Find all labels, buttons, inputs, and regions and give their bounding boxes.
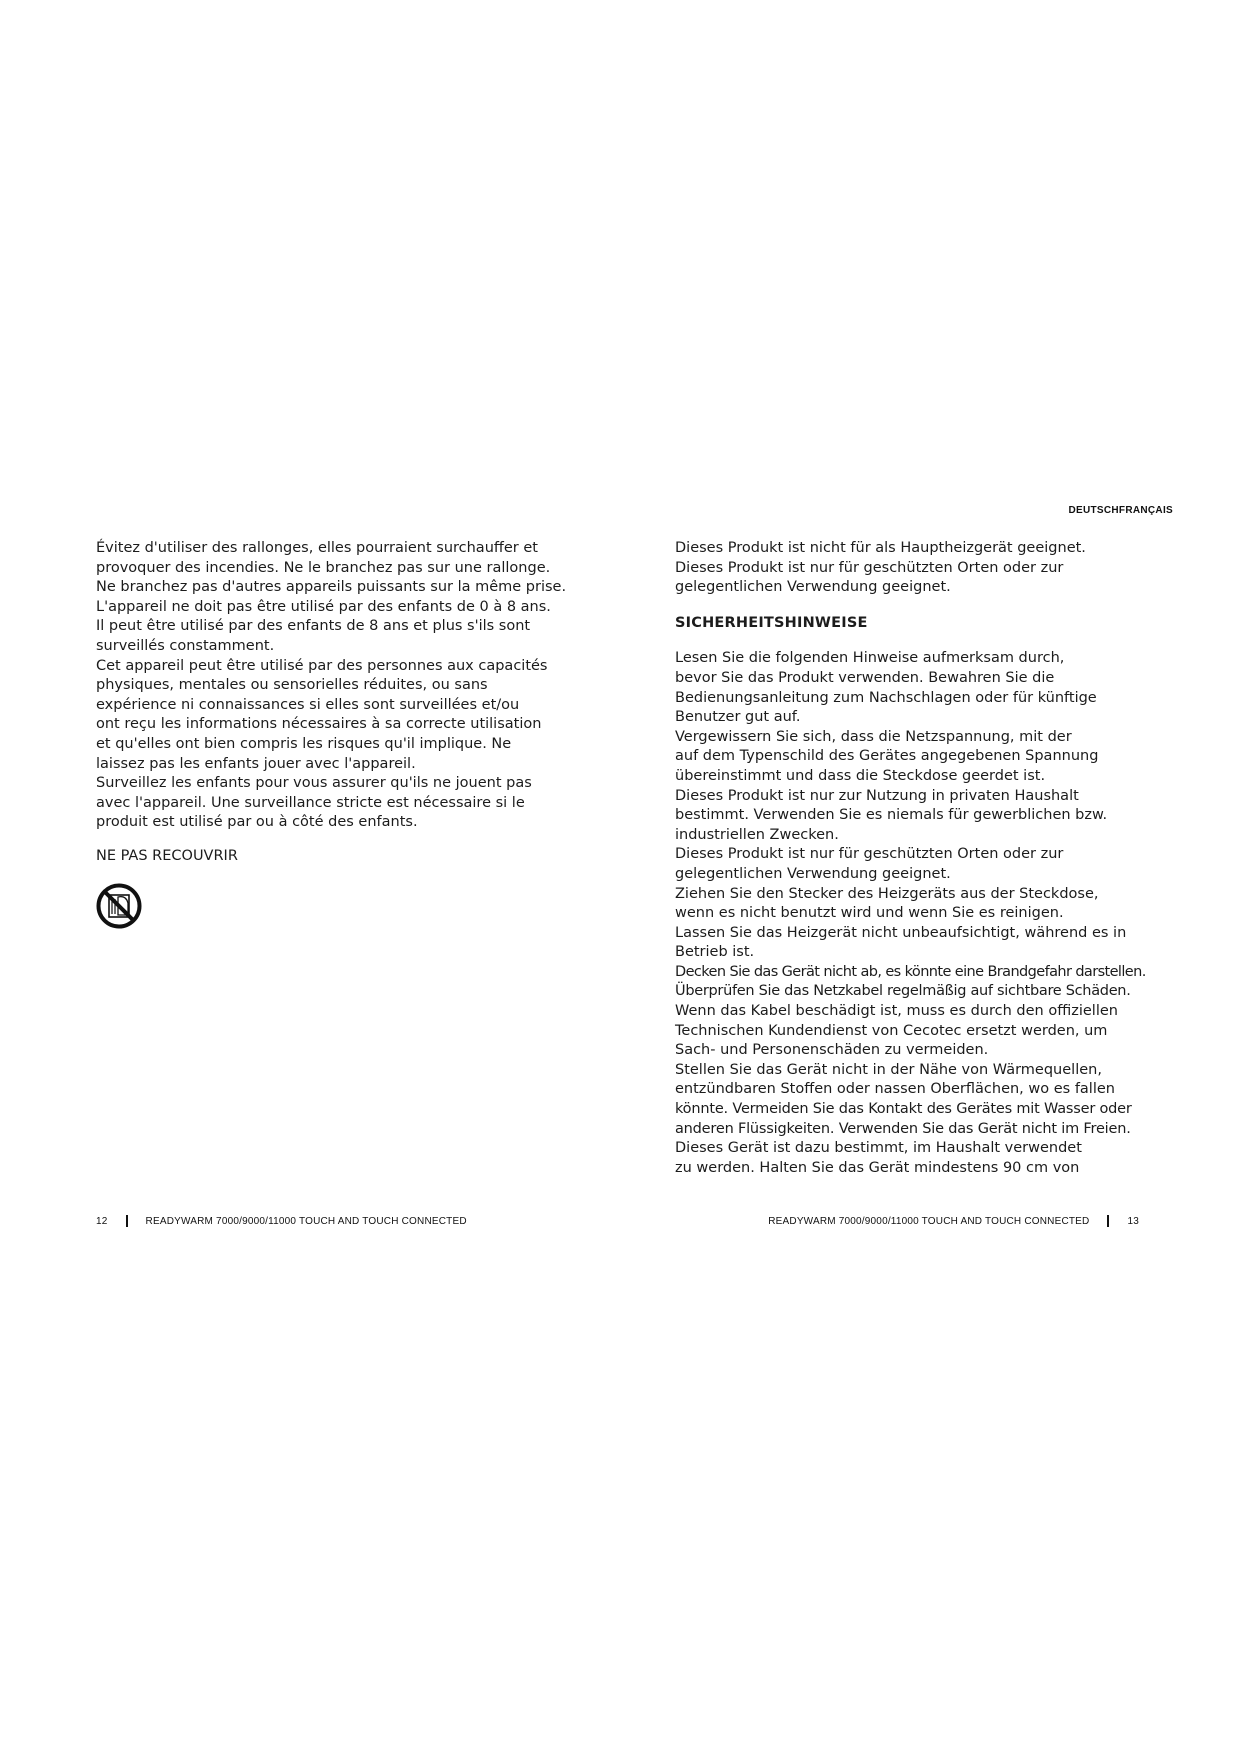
right-text-line: bestimmt. Verwenden Sie es niemals für gewerblichen bzw. bbox=[675, 807, 1108, 824]
right-text-line: Sach- und Personenschäden zu vermeiden. bbox=[675, 1042, 989, 1059]
do-not-cover-label: NE PAS RECOUVRIR bbox=[96, 847, 238, 864]
right-text-line: wenn es nicht benutzt wird und wenn Sie es reinigen. bbox=[675, 905, 1064, 922]
left-text-line: L'appareil ne doit pas être utilisé par des enfants de 0 à 8 ans. bbox=[96, 598, 551, 615]
left-text-line: Surveillez les enfants pour vous assurer qu'ils ne jouent pas bbox=[96, 775, 532, 792]
right-text-line: Dieses Produkt ist nur zur Nutzung in privaten Haushalt bbox=[675, 787, 1079, 804]
page-number-left: 12 bbox=[96, 1215, 108, 1227]
right-text-line: Decken Sie das Gerät nicht ab, es könnte eine Brandgefahr darstellen. bbox=[675, 963, 1146, 980]
footer-right bbox=[768, 1215, 1139, 1227]
right-text-line: Technischen Kundendienst von Cecotec ersetzt werden, um bbox=[675, 1022, 1108, 1039]
left-column bbox=[96, 539, 576, 929]
section-title: SICHERHEITSHINWEISE bbox=[675, 614, 868, 631]
footer-separator bbox=[1107, 1215, 1109, 1227]
page-number-right: 13 bbox=[1127, 1215, 1139, 1227]
do-not-cover-icon bbox=[96, 883, 142, 929]
left-text-line: Il peut être utilisé par des enfants de 8 ans et plus s'ils sont bbox=[96, 618, 531, 635]
intro-text-line: Dieses Produkt ist nicht für als Hauptheizgerät geeignet. bbox=[675, 540, 1086, 556]
left-text-line: expérience ni connaissances si elles sont surveillées et/ou bbox=[96, 696, 520, 713]
left-text-line: Cet appareil peut être utilisé par des personnes aux capacités bbox=[96, 657, 548, 674]
right-text-line: Vergewissern Sie sich, dass die Netzspannung, mit der bbox=[675, 728, 1072, 745]
intro-text-line: gelegentlichen Verwendung geeignet. bbox=[675, 579, 951, 596]
left-text-line: surveillés constamment. bbox=[96, 637, 275, 654]
left-text-line: physiques, mentales ou sensorielles réduites, ou sans bbox=[96, 677, 488, 694]
right-text-line: entzündbaren Stoffen oder nassen Oberflächen, wo es fallen bbox=[675, 1081, 1115, 1098]
right-text-line: übereinstimmt und dass die Steckdose geerdet ist. bbox=[675, 767, 1046, 784]
right-text-line: auf dem Typenschild des Gerätes angegebenen Spannung bbox=[675, 748, 1099, 765]
left-text-line: produit est utilisé par ou à côté des enfants. bbox=[96, 814, 418, 831]
right-text-line: Benutzer gut auf. bbox=[675, 709, 801, 726]
language-header: DEUTSCHFRANÇAIS bbox=[1068, 505, 1173, 516]
right-text-line: Betrieb ist. bbox=[675, 944, 755, 961]
right-text-line: Dieses Gerät ist dazu bestimmt, im Haushalt verwendet bbox=[675, 1140, 1082, 1157]
right-text-line: Bedienungsanleitung zum Nachschlagen oder für künftige bbox=[675, 689, 1097, 706]
right-text-line: Lassen Sie das Heizgerät nicht unbeaufsichtigt, während es in bbox=[675, 924, 1127, 941]
left-text-line: laissez pas les enfants jouer avec l'appareil. bbox=[96, 755, 416, 772]
left-text-line: avec l'appareil. Une surveillance stricte est nécessaire si le bbox=[96, 794, 525, 811]
footer-title-left: READYWARM 7000/9000/11000 TOUCH AND TOUCH CONNECTED bbox=[145, 1215, 467, 1227]
right-text-line: Stellen Sie das Gerät nicht in der Nähe von Wärmequellen, bbox=[675, 1061, 1102, 1078]
right-text-line: Wenn das Kabel beschädigt ist, muss es durch den offiziellen bbox=[675, 1003, 1118, 1020]
right-text-line: bevor Sie das Produkt verwenden. Bewahren Sie die bbox=[675, 669, 1055, 686]
right-column bbox=[675, 539, 1155, 1178]
footer-left bbox=[96, 1215, 467, 1227]
left-text-line: ont reçu les informations nécessaires à sa correcte utilisation bbox=[96, 716, 542, 733]
right-text-line: Ziehen Sie den Stecker des Heizgeräts aus der Steckdose, bbox=[675, 885, 1099, 902]
intro-text-line: Dieses Produkt ist nur für geschützten Orten oder zur bbox=[675, 559, 1064, 576]
right-text-line: industriellen Zwecken. bbox=[675, 826, 839, 843]
footer-title-right: READYWARM 7000/9000/11000 TOUCH AND TOUCH CONNECTED bbox=[768, 1215, 1090, 1227]
right-text-line: gelegentlichen Verwendung geeignet. bbox=[675, 865, 951, 882]
footer-separator bbox=[126, 1215, 128, 1227]
left-text-line: provoquer des incendies. Ne le branchez pas sur une rallonge. bbox=[96, 559, 551, 576]
left-text-line: et qu'elles ont bien compris les risques qu'il implique. Ne bbox=[96, 735, 512, 752]
right-text-line: anderen Flüssigkeiten. Verwenden Sie das Gerät nicht im Freien. bbox=[675, 1120, 1131, 1137]
left-text-line: Ne branchez pas d'autres appareils puissants sur la même prise. bbox=[96, 579, 567, 596]
right-text-line: Überprüfen Sie das Netzkabel regelmäßig auf sichtbare Schäden. bbox=[675, 983, 1131, 1000]
right-text-line: zu werden. Halten Sie das Gerät mindestens 90 cm von bbox=[675, 1159, 1080, 1176]
right-text-line: Lesen Sie die folgenden Hinweise aufmerksam durch, bbox=[675, 650, 1065, 667]
left-text-line: Évitez d'utiliser des rallonges, elles pourraient surchauffer et bbox=[96, 540, 538, 556]
right-text-line: Dieses Produkt ist nur für geschützten Orten oder zur bbox=[675, 846, 1064, 863]
right-text-line: könnte. Vermeiden Sie das Kontakt des Gerätes mit Wasser oder bbox=[675, 1101, 1132, 1118]
